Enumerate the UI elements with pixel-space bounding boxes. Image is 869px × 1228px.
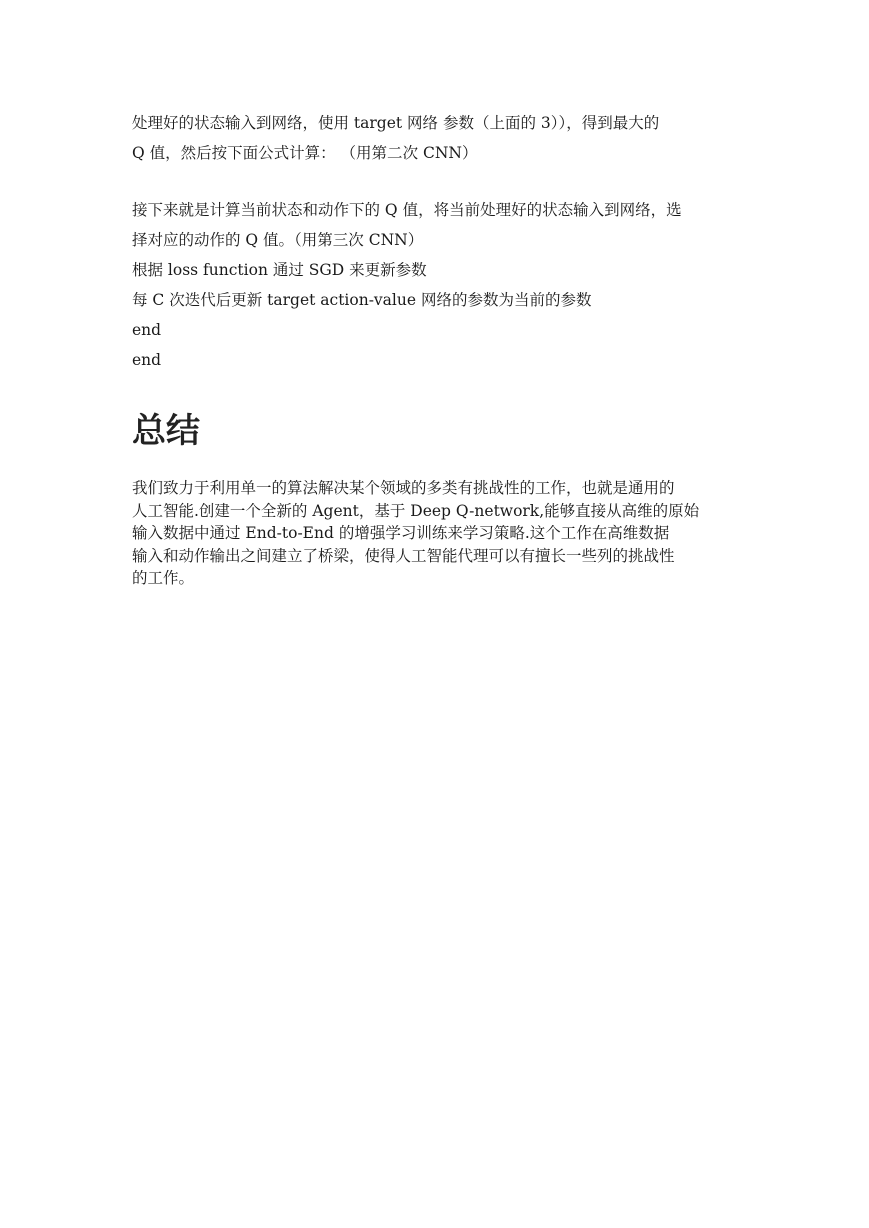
- text-line: 择对应的动作的 Q 值。（用第三次 CNN）: [132, 231, 424, 249]
- paragraph-target-network: [132, 108, 659, 168]
- text-line: 接下来就是计算当前状态和动作下的 Q 值，将当前处理好的状态输入到网络，选: [132, 201, 682, 219]
- summary-line: 输入和动作输出之间建立了桥梁，使得人工智能代理可以有擅长一些列的挑战性: [132, 546, 675, 565]
- section-heading-summary: 总结: [132, 411, 200, 451]
- summary-line: 输入数据中通过 End-to-End 的增强学习训练来学习策略.这个工作在高维数据: [132, 524, 670, 542]
- end-keyword: end: [132, 321, 162, 339]
- summary-paragraph: [132, 477, 699, 590]
- text-line: Q 值，然后按下面公式计算： （用第二次 CNN）: [132, 144, 478, 162]
- summary-line: 的工作。: [132, 569, 195, 587]
- text-line: 每 C 次迭代后更新 target action-value 网络的参数为当前的参数: [132, 291, 592, 309]
- text-line: 处理好的状态输入到网络，使用 target 网络 参数（上面的 3）），得到最大的: [132, 114, 660, 132]
- summary-line: 我们致力于利用单一的算法解决某个领域的多类有挑战性的工作，也就是通用的: [132, 479, 675, 497]
- summary-line: 人工智能.创建一个全新的 Agent，基于 Deep Q-network,能够直接从高维的原始: [132, 501, 700, 520]
- text-line: 根据 loss function 通过 SGD 来更新参数: [132, 261, 427, 279]
- end-keyword: end: [132, 351, 162, 369]
- paragraph-current-q: [132, 195, 682, 375]
